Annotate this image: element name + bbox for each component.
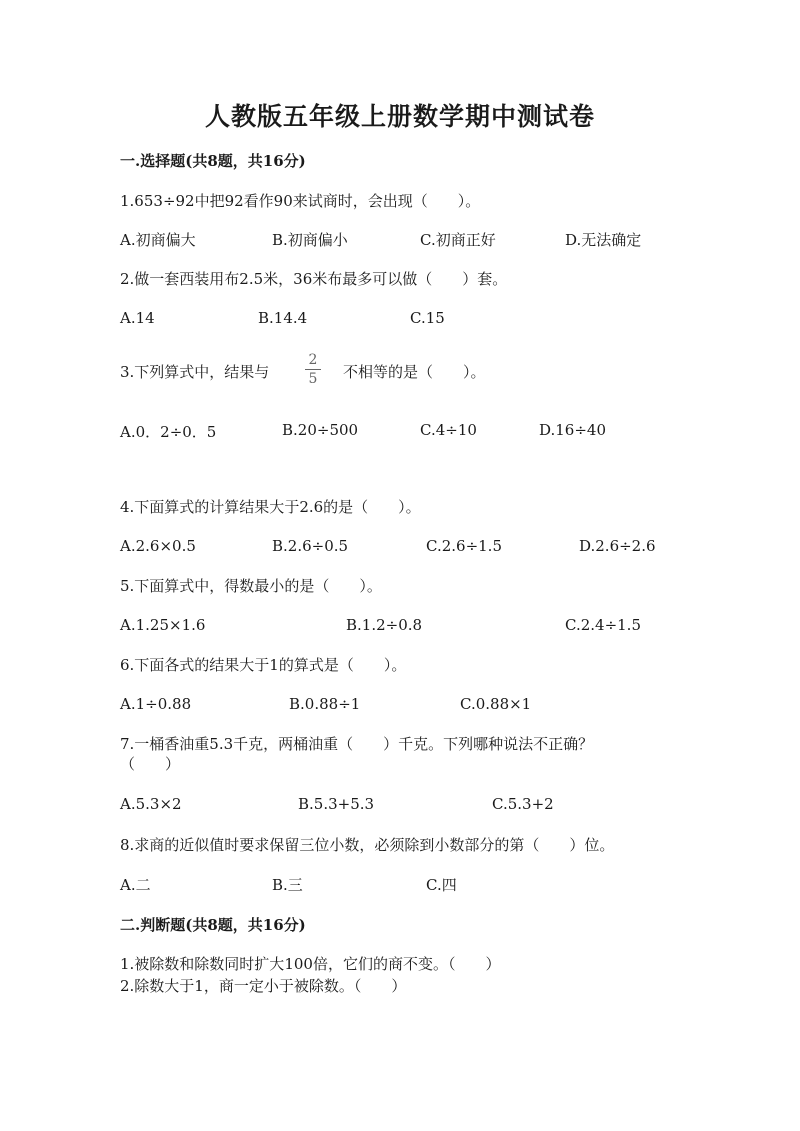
question-3-option-d: D.16÷40 (539, 421, 607, 439)
question-7-option-a: A.5.3×2 (120, 795, 182, 813)
question-1-option-c: C.初商正好 (420, 231, 496, 249)
page-title: 人教版五年级上册数学期中测试卷 (204, 102, 595, 131)
section-heading-judgement: 二.判断题(共8题，共16分) (120, 916, 306, 934)
question-8-option-c: C.四 (426, 876, 457, 894)
question-6-text: 6.下面各式的结果大于1的算式是（ ）。 (120, 656, 407, 674)
question-4-option-c: C.2.6÷1.5 (426, 537, 502, 555)
question-7-text-line2: （ ） (120, 755, 181, 773)
judgement-1-text: 1.被除数和除数同时扩大100倍，它们的商不变。（ ） (120, 955, 501, 973)
question-1-text: 1.653÷92中把92看作90来试商时，会出现（ ）。 (120, 192, 481, 210)
question-7-option-b: B.5.3+5.3 (298, 795, 375, 813)
fraction-numerator: 2 (308, 352, 318, 368)
question-5-option-c: C.2.4÷1.5 (565, 616, 641, 634)
question-8-option-a: A.二 (120, 876, 151, 894)
fraction-bar (305, 369, 321, 370)
question-3-fraction (305, 352, 321, 387)
question-1-option-a: A.初商偏大 (120, 231, 196, 249)
question-2-option-b: B.14.4 (258, 309, 308, 327)
question-1-option-b: B.初商偏小 (272, 231, 348, 249)
question-4-option-d: D.2.6÷2.6 (579, 537, 656, 555)
question-4-text: 4.下面算式的计算结果大于2.6的是（ ）。 (120, 498, 421, 516)
question-2-option-a: A.14 (120, 309, 155, 327)
question-6-option-b: B.0.88÷1 (289, 695, 361, 713)
question-6-option-c: C.0.88×1 (460, 695, 532, 713)
question-7-text-line1: 7.一桶香油重5.3千克，两桶油重（ ）千克。下列哪种说法不正确？ (120, 735, 594, 753)
question-6-option-a: A.1÷0.88 (120, 695, 192, 713)
question-4-option-b: B.2.6÷0.5 (272, 537, 349, 555)
question-3-option-c: C.4÷10 (420, 421, 477, 439)
question-2-option-c: C.15 (410, 309, 445, 327)
question-2-text: 2.做一套西装用布2.5米，36米布最多可以做（ ）套。 (120, 270, 508, 288)
question-5-option-b: B.1.2÷0.8 (346, 616, 423, 634)
question-5-option-a: A.1.25×1.6 (120, 616, 206, 634)
question-8-text: 8.求商的近似值时要求保留三位小数，必须除到小数部分的第（ ）位。 (120, 836, 615, 854)
question-3-text-before: 3.下列算式中，结果与 (120, 363, 270, 381)
question-3-option-a: A.0．2÷0．5 (120, 423, 217, 441)
question-4-option-a: A.2.6×0.5 (120, 537, 196, 555)
question-5-text: 5.下面算式中，得数最小的是（ ）。 (120, 577, 382, 595)
fraction-denominator: 5 (308, 371, 318, 387)
section-heading-choice: 一.选择题(共8题，共16分) (120, 152, 306, 170)
question-8-option-b: B.三 (272, 876, 303, 894)
question-7-option-c: C.5.3+2 (492, 795, 554, 813)
judgement-2-text: 2.除数大于1，商一定小于被除数。（ ） (120, 977, 407, 995)
question-3-option-b: B.20÷500 (282, 421, 359, 439)
question-3-text-after: 不相等的是（ ）。 (343, 363, 486, 381)
question-1-option-d: D.无法确定 (565, 231, 642, 249)
